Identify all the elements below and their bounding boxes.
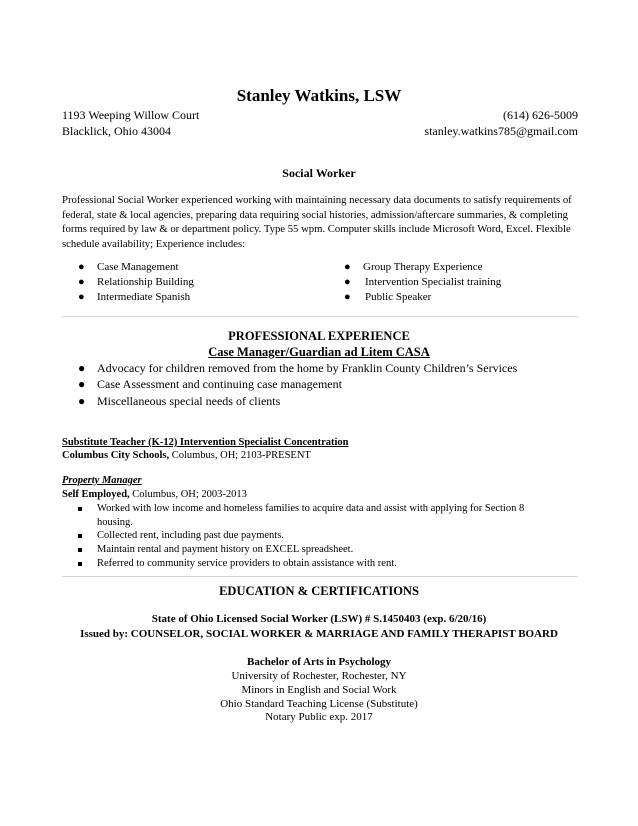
degree-line: Bachelor of Arts in Psychology <box>246 656 391 668</box>
job2-employer: Columbus City Schools, <box>62 450 170 461</box>
bullet-icon: ● <box>78 377 86 391</box>
skill-item: Public Speaker <box>365 291 432 303</box>
job2-detail: Columbus, OH; 2103-PRESENT <box>169 450 311 461</box>
bullet-icon: ● <box>78 276 85 288</box>
minors-line: Minors in English and Social Work <box>241 684 397 696</box>
skill-item: Group Therapy Experience <box>363 261 483 273</box>
square-bullet-icon <box>78 507 82 511</box>
objective-title: Social Worker <box>282 166 356 180</box>
job3-duty: housing. <box>97 517 133 528</box>
email-address: stanley.watkins785@gmail.com <box>424 124 578 138</box>
job3-duty: Referred to community service providers to obtain assistance with rent. <box>97 558 397 569</box>
job1-duty: Advocacy for children removed from the home by Franklin County Children’s Services <box>97 361 518 375</box>
section-divider <box>62 316 578 317</box>
job3-employer-line <box>62 489 247 500</box>
bullet-icon: ● <box>78 261 85 273</box>
job-title-substitute-teacher: Substitute Teacher (K-12) Intervention Specialist Concentration <box>62 437 349 448</box>
skill-item: Intermediate Spanish <box>97 291 191 303</box>
bullet-icon: ● <box>78 291 85 303</box>
address-line-1: 1193 Weeping Willow Court <box>62 108 200 122</box>
education-heading: EDUCATION & CERTIFICATIONS <box>219 584 419 598</box>
candidate-name: Stanley Watkins, LSW <box>236 86 402 105</box>
skill-item: Case Management <box>97 261 179 273</box>
bullet-icon: ● <box>344 276 351 288</box>
school-line: University of Rochester, Rochester, NY <box>231 670 407 682</box>
address-line-2: Blacklick, Ohio 43004 <box>62 124 171 138</box>
square-bullet-icon <box>78 534 82 538</box>
notary-line: Notary Public exp. 2017 <box>265 711 373 723</box>
experience-heading: PROFESSIONAL EXPERIENCE <box>228 329 410 343</box>
square-bullet-icon <box>78 562 82 566</box>
job-title-case-manager: Case Manager/Guardian ad Litem CASA <box>208 345 430 359</box>
teaching-license-line: Ohio Standard Teaching License (Substitute) <box>220 698 418 710</box>
phone-number: (614) 626-5009 <box>503 108 578 122</box>
bullet-icon: ● <box>344 291 351 303</box>
job2-employer-line <box>62 450 311 461</box>
issued-by-line: Issued by: COUNSELOR, SOCIAL WORKER & MARRIAGE AND FAMILY THERAPIST BOARD <box>80 628 558 640</box>
bullet-icon: ● <box>344 261 351 273</box>
bullet-icon: ● <box>78 394 86 408</box>
summary-paragraph: Professional Social Worker experienced working with maintaining necessary data documents to satisfy requirements of federal, state & local agencies, preparing data requiring social histories, admission/aftercare summaries, & completing forms required by law & or department policy. Type 55 wpm. Computer skills include Microsoft Word, Excel. Flexible schedule availability; Experience includes: <box>62 194 572 250</box>
skill-item: Relationship Building <box>97 276 194 288</box>
job3-duty: Maintain rental and payment history on EXCEL spreadsheet. <box>97 544 354 555</box>
job1-duty: Miscellaneous special needs of clients <box>97 394 281 408</box>
square-bullet-icon <box>78 548 82 552</box>
job3-employer: Self Employed, <box>62 489 130 500</box>
job3-duty: Worked with low income and homeless families to acquire data and assist with applying for Section 8 <box>97 503 525 514</box>
job-title-property-manager: Property Manager <box>62 475 142 486</box>
skill-item: Intervention Specialist training <box>365 276 502 288</box>
license-line: State of Ohio Licensed Social Worker (LSW) # S.1450403 (exp. 6/20/16) <box>151 613 487 625</box>
job1-duty: Case Assessment and continuing case management <box>97 377 342 391</box>
section-divider <box>62 576 578 577</box>
job3-detail: Columbus, OH; 2003-2013 <box>129 489 247 500</box>
bullet-icon: ● <box>78 361 86 375</box>
job3-duty: Collected rent, including past due payments. <box>97 530 284 541</box>
